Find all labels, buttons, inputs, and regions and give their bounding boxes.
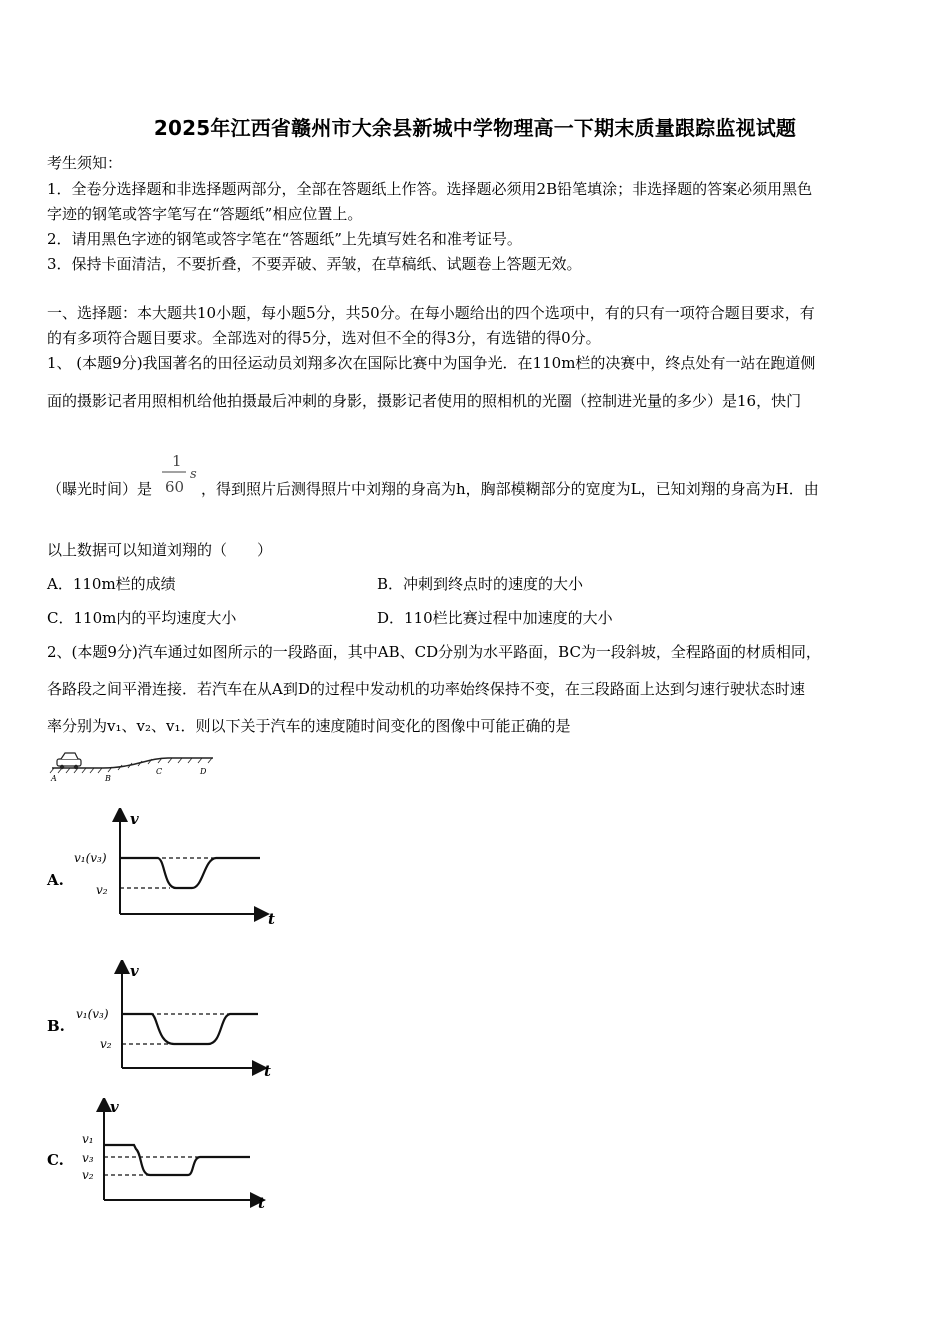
graph-c[interactable] <box>70 1098 285 1213</box>
q2-line2: 各路段之间平滑连接．若汽车在从A到D的过程中发动机的功率始终保持不变，在三段路面上达到匀速行驶状态时速 <box>47 680 805 698</box>
fraction-denominator: 60 <box>165 478 185 496</box>
graph-a[interactable] <box>70 808 285 928</box>
q1-line3-pre: （曝光时间）是 <box>47 480 153 498</box>
graph-c-y-label: v <box>110 1098 119 1116</box>
graph-c-v2-label: v₂ <box>82 1168 94 1182</box>
graph-b-v2-label: v₂ <box>100 1037 112 1051</box>
q1-option-d[interactable]: D．110栏比赛过程中加速度的大小 <box>377 609 613 627</box>
fraction-numerator: 1 <box>172 452 182 470</box>
road-label-a: A <box>51 774 57 782</box>
q1-option-c[interactable]: C．110m内的平均速度大小 <box>47 609 237 627</box>
car-icon <box>57 753 81 769</box>
q1-line3-post: ，得到照片后测得照片中刘翔的身高为h，胸部模糊部分的宽度为L，已知刘翔的身高为H．由 <box>201 480 819 498</box>
graph-b-curve <box>122 1014 258 1044</box>
graph-c-curve <box>104 1145 250 1175</box>
graph-c-x-label: t <box>258 1194 265 1212</box>
section-instructions-line2: 的有多项符合题目要求。全部选对的得5分，选对但不全的得3分，有选错的得0分。 <box>47 329 601 347</box>
notice-item-2: 2．请用黑色字迹的钢笔或答字笔在“答题纸”上先填写姓名和准考证号。 <box>47 230 522 248</box>
q1-option-b[interactable]: B．冲刺到终点时的速度的大小 <box>377 575 584 593</box>
q2-line3: 率分别为v₁、v₂、v₁．则以下关于汽车的速度随时间变化的图像中可能正确的是 <box>47 717 571 735</box>
road-label-c: C <box>156 767 163 776</box>
graph-a-v1v3-label: v₁(v₃) <box>74 851 107 865</box>
graph-c-v3-label: v₃ <box>82 1151 94 1165</box>
q2-line1: 2、(本题9分)汽车通过如图所示的一段路面，其中AB、CD分别为水平路面，BC为一段斜坡，全程路面的材质相同， <box>47 643 821 661</box>
notice-item-1-cont: 字迹的钢笔或答字笔写在“答题纸”相应位置上。 <box>47 205 363 223</box>
graph-b[interactable] <box>70 960 285 1080</box>
graph-b-y-label: v <box>130 962 139 980</box>
notice-item-1: 1．全卷分选择题和非选择题两部分，全部在答题纸上作答。选择题必须用2B铅笔填涂；非选择题的答案必须用黑色 <box>47 180 813 198</box>
q1-line4: 以上数据可以知道刘翔的（ ） <box>47 541 273 559</box>
graph-a-x-label: t <box>268 910 275 928</box>
notice-item-3: 3．保持卡面清洁，不要折叠，不要弄破、弄皱，在草稿纸、试题卷上答题无效。 <box>47 255 582 273</box>
graph-c-v1-label: v₁ <box>82 1132 94 1146</box>
graph-a-v2-label: v₂ <box>96 883 108 897</box>
graph-b-x-label: t <box>264 1062 271 1080</box>
road-diagram <box>48 748 218 782</box>
exposure-fraction <box>160 448 200 500</box>
notice-heading: 考生须知： <box>47 154 123 172</box>
q1-line2: 面的摄影记者用照相机给他拍摄最后冲刺的身影，摄影记者使用的照相机的光圈（控制进光量的多少）是16，快门 <box>47 392 802 410</box>
section-instructions-line1: 一、选择题：本大题共10小题，每小题5分，共50分。在每小题给出的四个选项中，有的只有一项符合题目要求，有 <box>47 304 815 322</box>
graph-c-option-label[interactable]: C. <box>47 1151 64 1169</box>
road-label-b: B <box>105 774 111 782</box>
page-title: 2025年江西省赣州市大余县新城中学物理高一下期末质量跟踪监视试题 <box>153 116 797 140</box>
q1-option-a[interactable]: A．110m栏的成绩 <box>47 575 176 593</box>
graph-b-option-label[interactable]: B. <box>47 1017 65 1035</box>
fraction-unit: s <box>190 467 197 482</box>
graph-a-option-label[interactable]: A. <box>47 871 64 889</box>
graph-b-v1v3-label: v₁(v₃) <box>76 1007 109 1021</box>
graph-a-curve <box>120 858 260 888</box>
graph-a-y-label: v <box>130 810 139 828</box>
road-label-d: D <box>200 767 207 776</box>
q1-line1: 1、 (本题9分)我国著名的田径运动员刘翔多次在国际比赛中为国争光．在110m栏的决赛中，终点处有一站在跑道侧 <box>47 354 816 372</box>
